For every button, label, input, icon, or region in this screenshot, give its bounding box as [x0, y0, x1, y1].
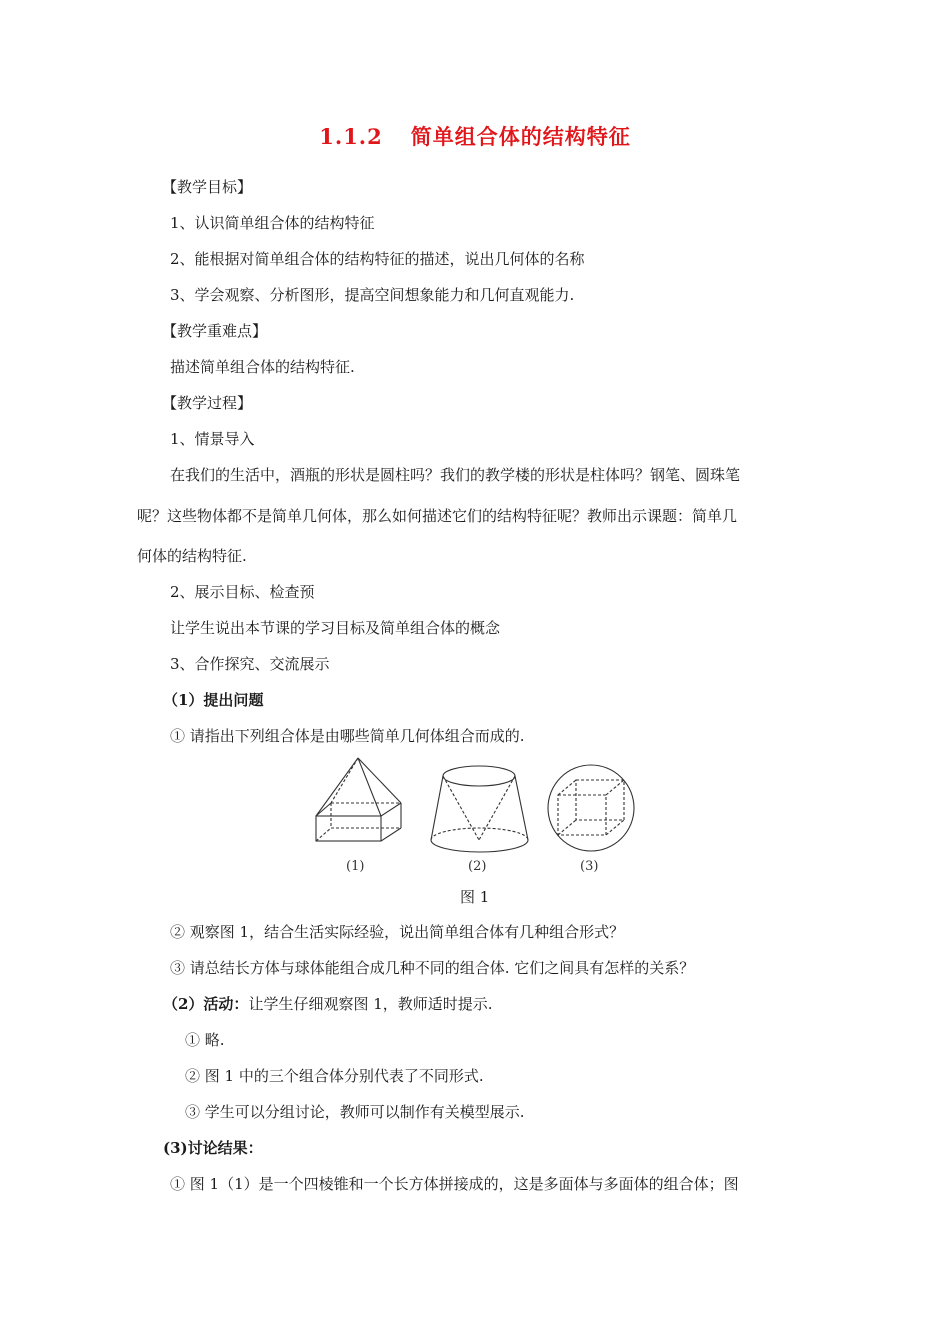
step-heading: 2、展示目标、检查预 [170, 583, 315, 601]
objectives-heading: 【教学目标】 [162, 178, 253, 196]
title-text: 简单组合体的结构特征 [410, 124, 631, 149]
activity-label: （2）活动： [163, 995, 249, 1013]
figure-1 [306, 756, 646, 886]
frustum-with-cone-drawing [431, 766, 528, 852]
figure-label: (3) [580, 859, 599, 874]
keypoints-text: 描述简单组合体的结构特征. [170, 358, 355, 376]
result-line: ① 图 1（1）是一个四棱锥和一个长方体拼接成的，这是多面体与多面体的组合体；图 [170, 1175, 739, 1193]
question-item: ① 请指出下列组合体是由哪些简单几何体组合而成的. [170, 727, 525, 745]
question-item: ② 观察图 1，结合生活实际经验，说出简单组合体有几种组合形式？ [170, 923, 625, 941]
step-heading: 1、情景导入 [170, 430, 255, 448]
title-number: 1.1.2 [319, 124, 383, 149]
activity-text: 让学生仔细观察图 1，教师适时提示. [248, 995, 493, 1013]
activity-item: ① 略. [185, 1031, 225, 1049]
pyramid-on-box-drawing [316, 758, 401, 841]
page-title [0, 121, 950, 151]
objective-item: 3、学会观察、分析图形，提高空间想象能力和几何直观能力. [170, 286, 575, 304]
figure-label: (2) [468, 859, 487, 874]
paragraph-line: 让学生说出本节课的学习目标及简单组合体的概念 [170, 619, 501, 637]
result-heading: (3)讨论结果： [163, 1139, 263, 1157]
paragraph-line: 在我们的生活中，酒瓶的形状是圆柱吗？我们的教学楼的形状是柱体吗？钢笔、圆珠笔 [170, 466, 741, 484]
paragraph-line: 呢？这些物体都不是简单几何体，那么如何描述它们的结构特征呢？教师出示课题：简单几 [137, 507, 738, 525]
figure-caption: 图 1 [460, 888, 490, 906]
question-heading: （1）提出问题 [163, 691, 264, 709]
figure-label: (1) [346, 859, 365, 874]
objective-item: 2、能根据对简单组合体的结构特征的描述，说出几何体的名称 [170, 250, 585, 268]
sphere-with-cube-drawing [548, 765, 634, 851]
question-item: ③ 请总结长方体与球体能组合成几种不同的组合体. 它们之间具有怎样的关系？ [170, 959, 695, 977]
process-heading: 【教学过程】 [162, 394, 253, 412]
paragraph-line: 何体的结构特征. [137, 547, 247, 565]
step-heading: 3、合作探究、交流展示 [170, 655, 330, 673]
activity-item: ② 图 1 中的三个组合体分别代表了不同形式. [185, 1067, 484, 1085]
activity-item: ③ 学生可以分组讨论，教师可以制作有关模型展示. [185, 1103, 525, 1121]
objective-item: 1、认识简单组合体的结构特征 [170, 214, 375, 232]
activity-line [163, 994, 493, 1014]
keypoints-heading: 【教学重难点】 [162, 322, 268, 340]
